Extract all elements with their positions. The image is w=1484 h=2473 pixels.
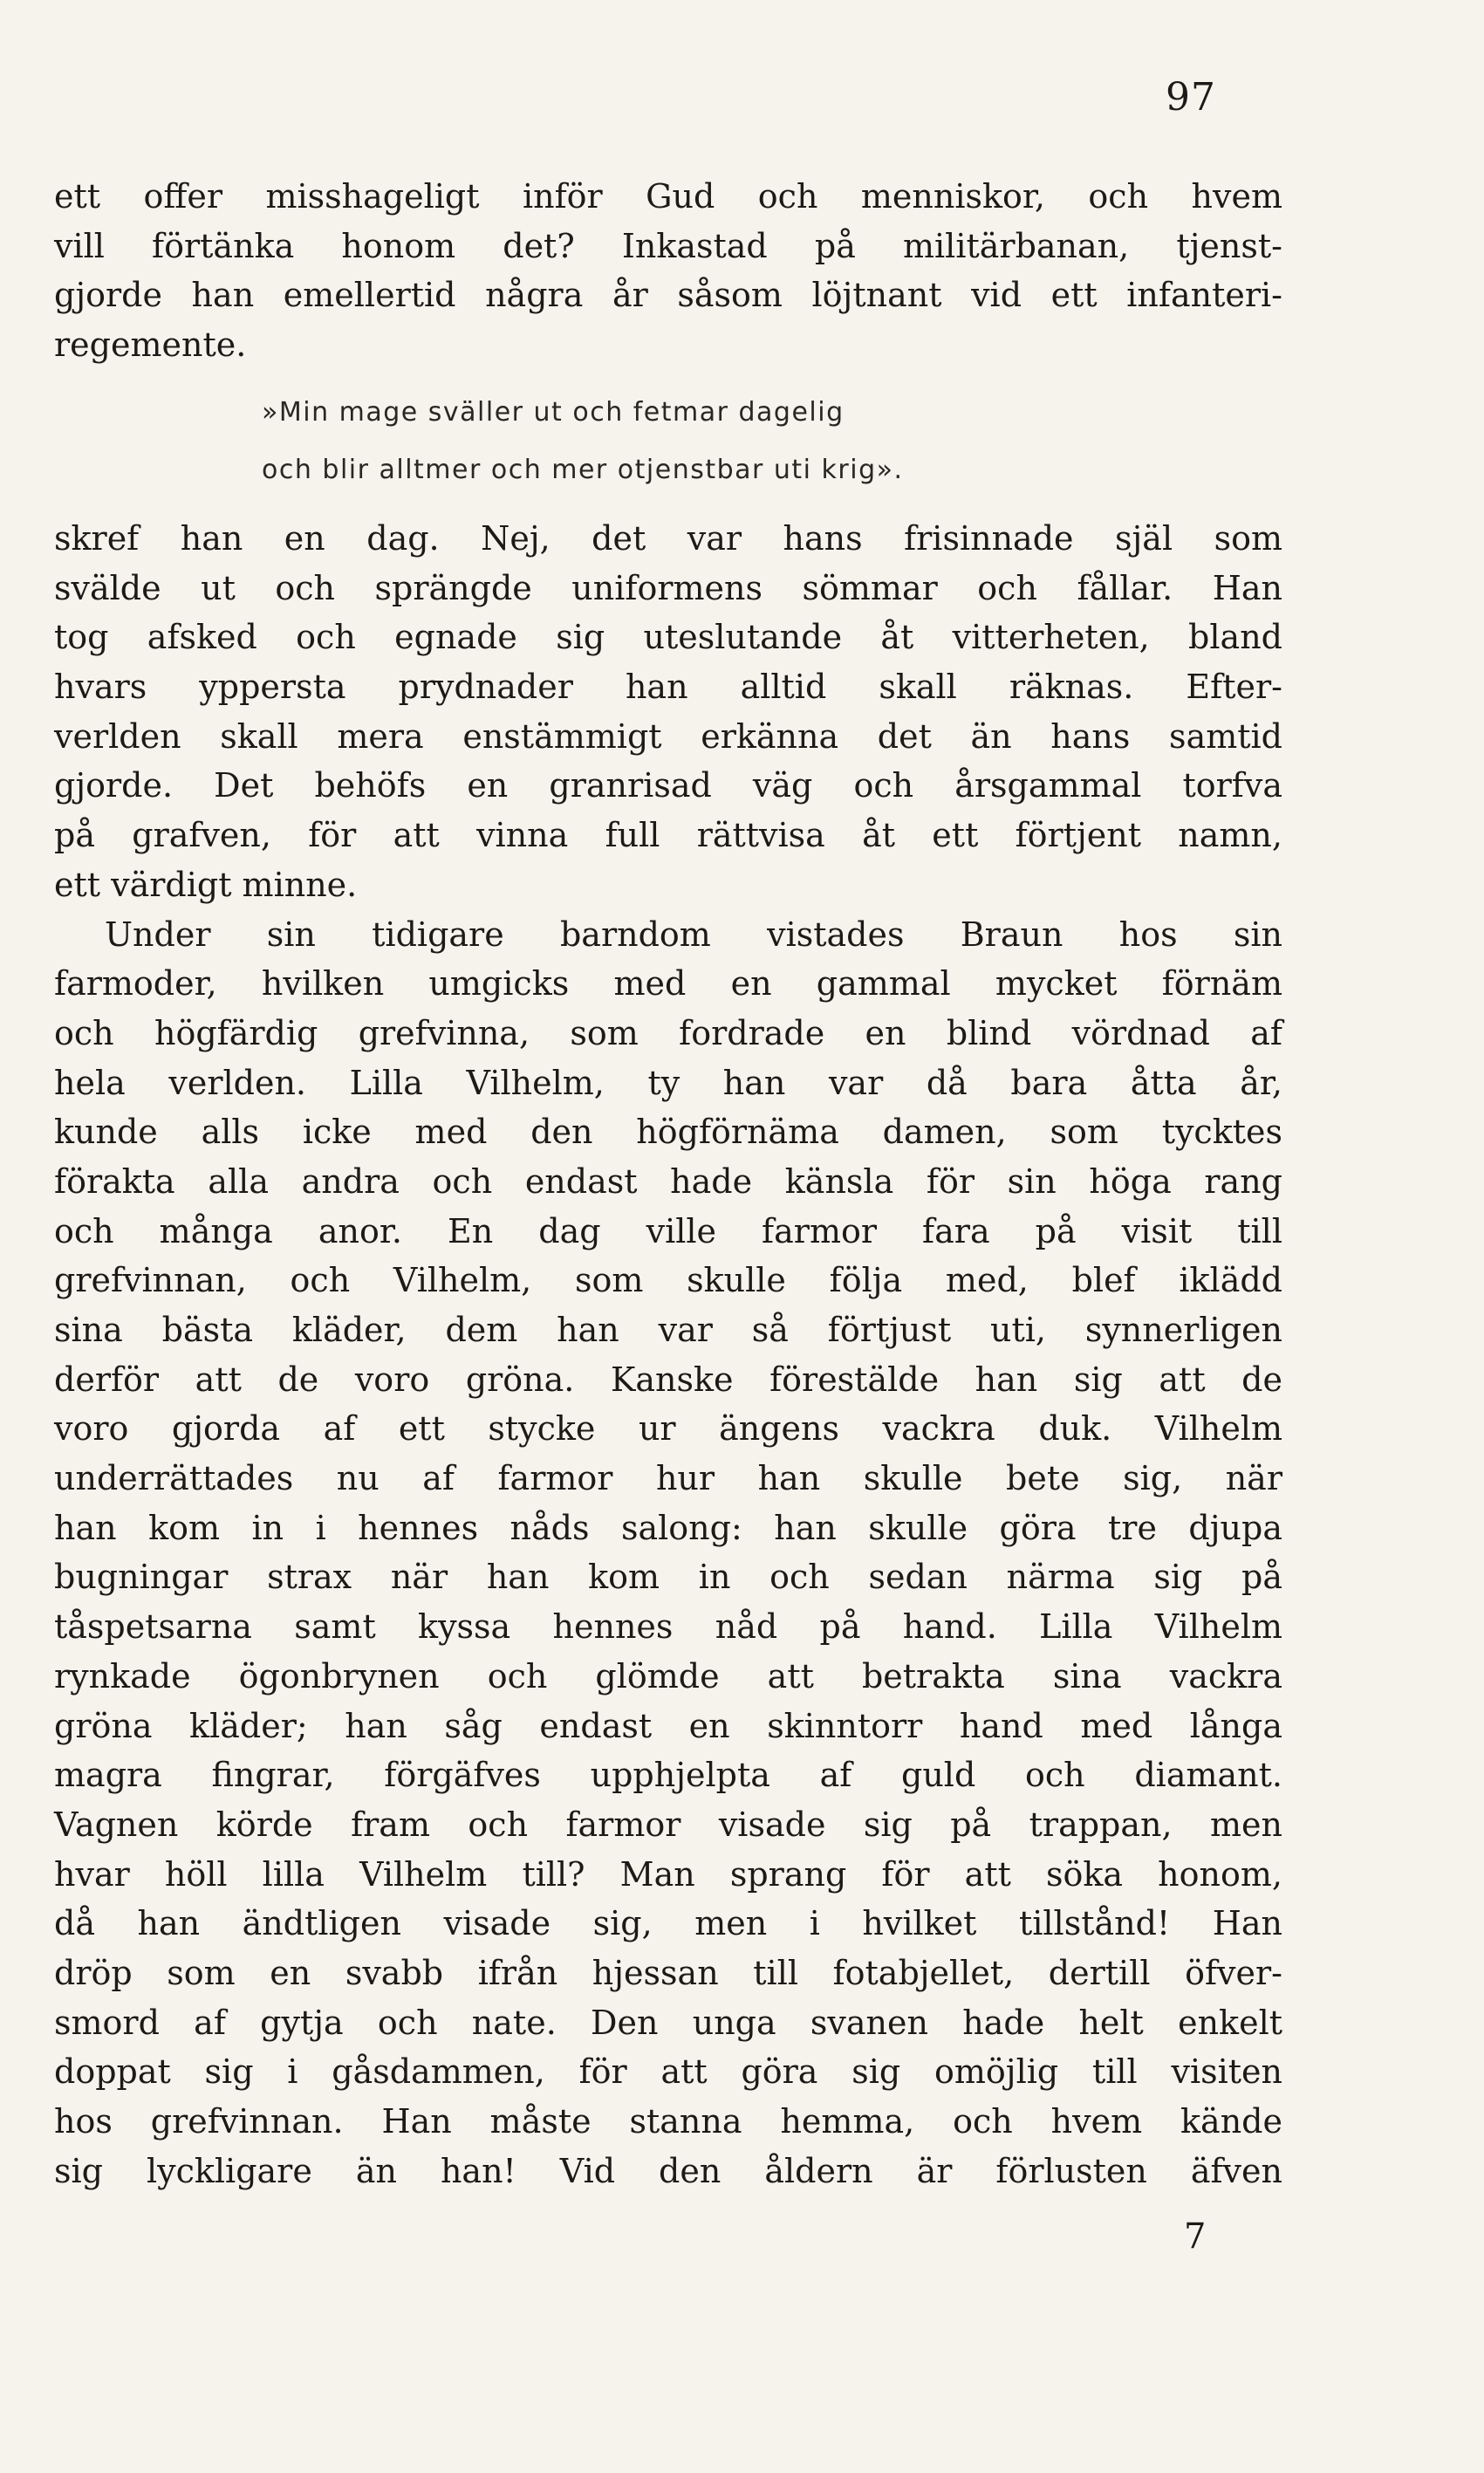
text-line: doppat sig i gåsdammen, för att göra sig omöjlig till visiten <box>54 2052 1282 2092</box>
text-line: underrättades nu af farmor hur han skulle bete sig, när <box>54 1459 1282 1498</box>
text-line: smord af gytja och nate. Den unga svanen hade helt enkelt <box>54 2003 1282 2042</box>
text-line: hvars yppersta prydnader han alltid skall räknas. Efter- <box>54 668 1282 707</box>
text-line: farmoder, hvilken umgicks med en gammal mycket förnäm <box>54 964 1282 1004</box>
text-line: rynkade ögonbrynen och glömde att betrakta sina vackra <box>54 1656 1282 1695</box>
text-line: verlden skall mera enstämmigt erkänna det än hans samtid <box>54 716 1282 756</box>
text-line: magra fingrar, förgäfves upphjelpta af guld och diamant. <box>54 1756 1282 1795</box>
text-line: tåspetsarna samt kyssa hennes nåd på hand. Lilla Vilhelm <box>54 1607 1282 1647</box>
text-line: hvar höll lilla Vilhelm till? Man sprang för att söka honom, <box>54 1854 1282 1894</box>
text-line: voro gjorda af ett stycke ur ängens vackra duk. Vilhelm <box>54 1409 1282 1449</box>
poem-line: »Min mage sväller ut och fetmar dagelig <box>262 397 845 428</box>
text-line: och många anor. En dag ville farmor fara på visit till <box>54 1211 1282 1250</box>
text-line: svälde ut och sprängde uniformens sömmar och fållar. Han <box>54 568 1282 607</box>
text-line: då han ändtligen visade sig, men i hvilket tillstånd! Han <box>54 1904 1282 1943</box>
text-line: förakta alla andra och endast hade känsla för sin höga rang <box>54 1161 1282 1201</box>
text-line: hos grefvinnan. Han måste stanna hemma, och hvem kände <box>54 2102 1282 2141</box>
text-line: dröp som en svabb ifrån hjessan till fotabjellet, dertill öfver- <box>54 1953 1282 1992</box>
text-line: sina bästa kläder, dem han var så förtjust uti, synnerligen <box>54 1311 1282 1349</box>
text-line: regemente. <box>54 325 247 365</box>
text-line: Vagnen körde fram och farmor visade sig på trappan, men <box>54 1805 1282 1844</box>
text-line: ett offer misshageligt inför Gud och menniskor, och hvem <box>54 177 1282 216</box>
text-line: derför att de voro gröna. Kanske förestälde han sig att de <box>54 1360 1282 1399</box>
page-number: 97 <box>1166 75 1216 120</box>
text-line: gröna kläder; han såg endast en skinntorr hand med långa <box>54 1706 1282 1745</box>
text-line: gjorde. Det behöfs en granrisad väg och årsgammal torfva <box>54 766 1282 805</box>
text-line: ett värdigt minne. <box>54 865 358 904</box>
text-line: Under sin tidigare barndom vistades Braun hos sin <box>105 915 1282 954</box>
paragraph-main <box>54 514 1282 2196</box>
poem-line: och blir alltmer och mer otjenstbar uti krig». <box>262 455 904 485</box>
text-line: bugningar strax när han kom in och sedan närma sig på <box>54 1558 1282 1597</box>
text-line: på grafven, för att vinna full rättvisa åt ett förtjent namn, <box>54 816 1282 855</box>
text-line: tog afsked och egnade sig uteslutande åt vitterheten, bland <box>54 618 1282 657</box>
poem-quote <box>262 384 904 499</box>
text-line: vill förtänka honom det? Inkastad på militärbanan, tjenst- <box>54 226 1282 265</box>
text-line: sig lyckligare än han! Vid den åldern är förlusten äfven <box>54 2151 1282 2190</box>
text-line: grefvinnan, och Vilhelm, som skulle följa med, blef iklädd <box>54 1261 1282 1300</box>
text-line: han kom in i hennes nåds salong: han skulle göra tre djupa <box>54 1508 1282 1547</box>
text-line: hela verlden. Lilla Vilhelm, ty han var då bara åtta år, <box>54 1063 1282 1102</box>
paragraph-top <box>54 172 1282 370</box>
text-line: gjorde han emellertid några år såsom löjtnant vid ett infanteri- <box>54 276 1282 315</box>
text-line: och högfärdig grefvinna, som fordrade en blind vördnad af <box>54 1013 1282 1052</box>
signature-mark: 7 <box>1184 2216 1207 2257</box>
text-line: kunde alls icke med den högförnäma damen, som tycktes <box>54 1113 1282 1152</box>
text-line: skref han en dag. Nej, det var hans frisinnade själ som <box>54 519 1282 558</box>
